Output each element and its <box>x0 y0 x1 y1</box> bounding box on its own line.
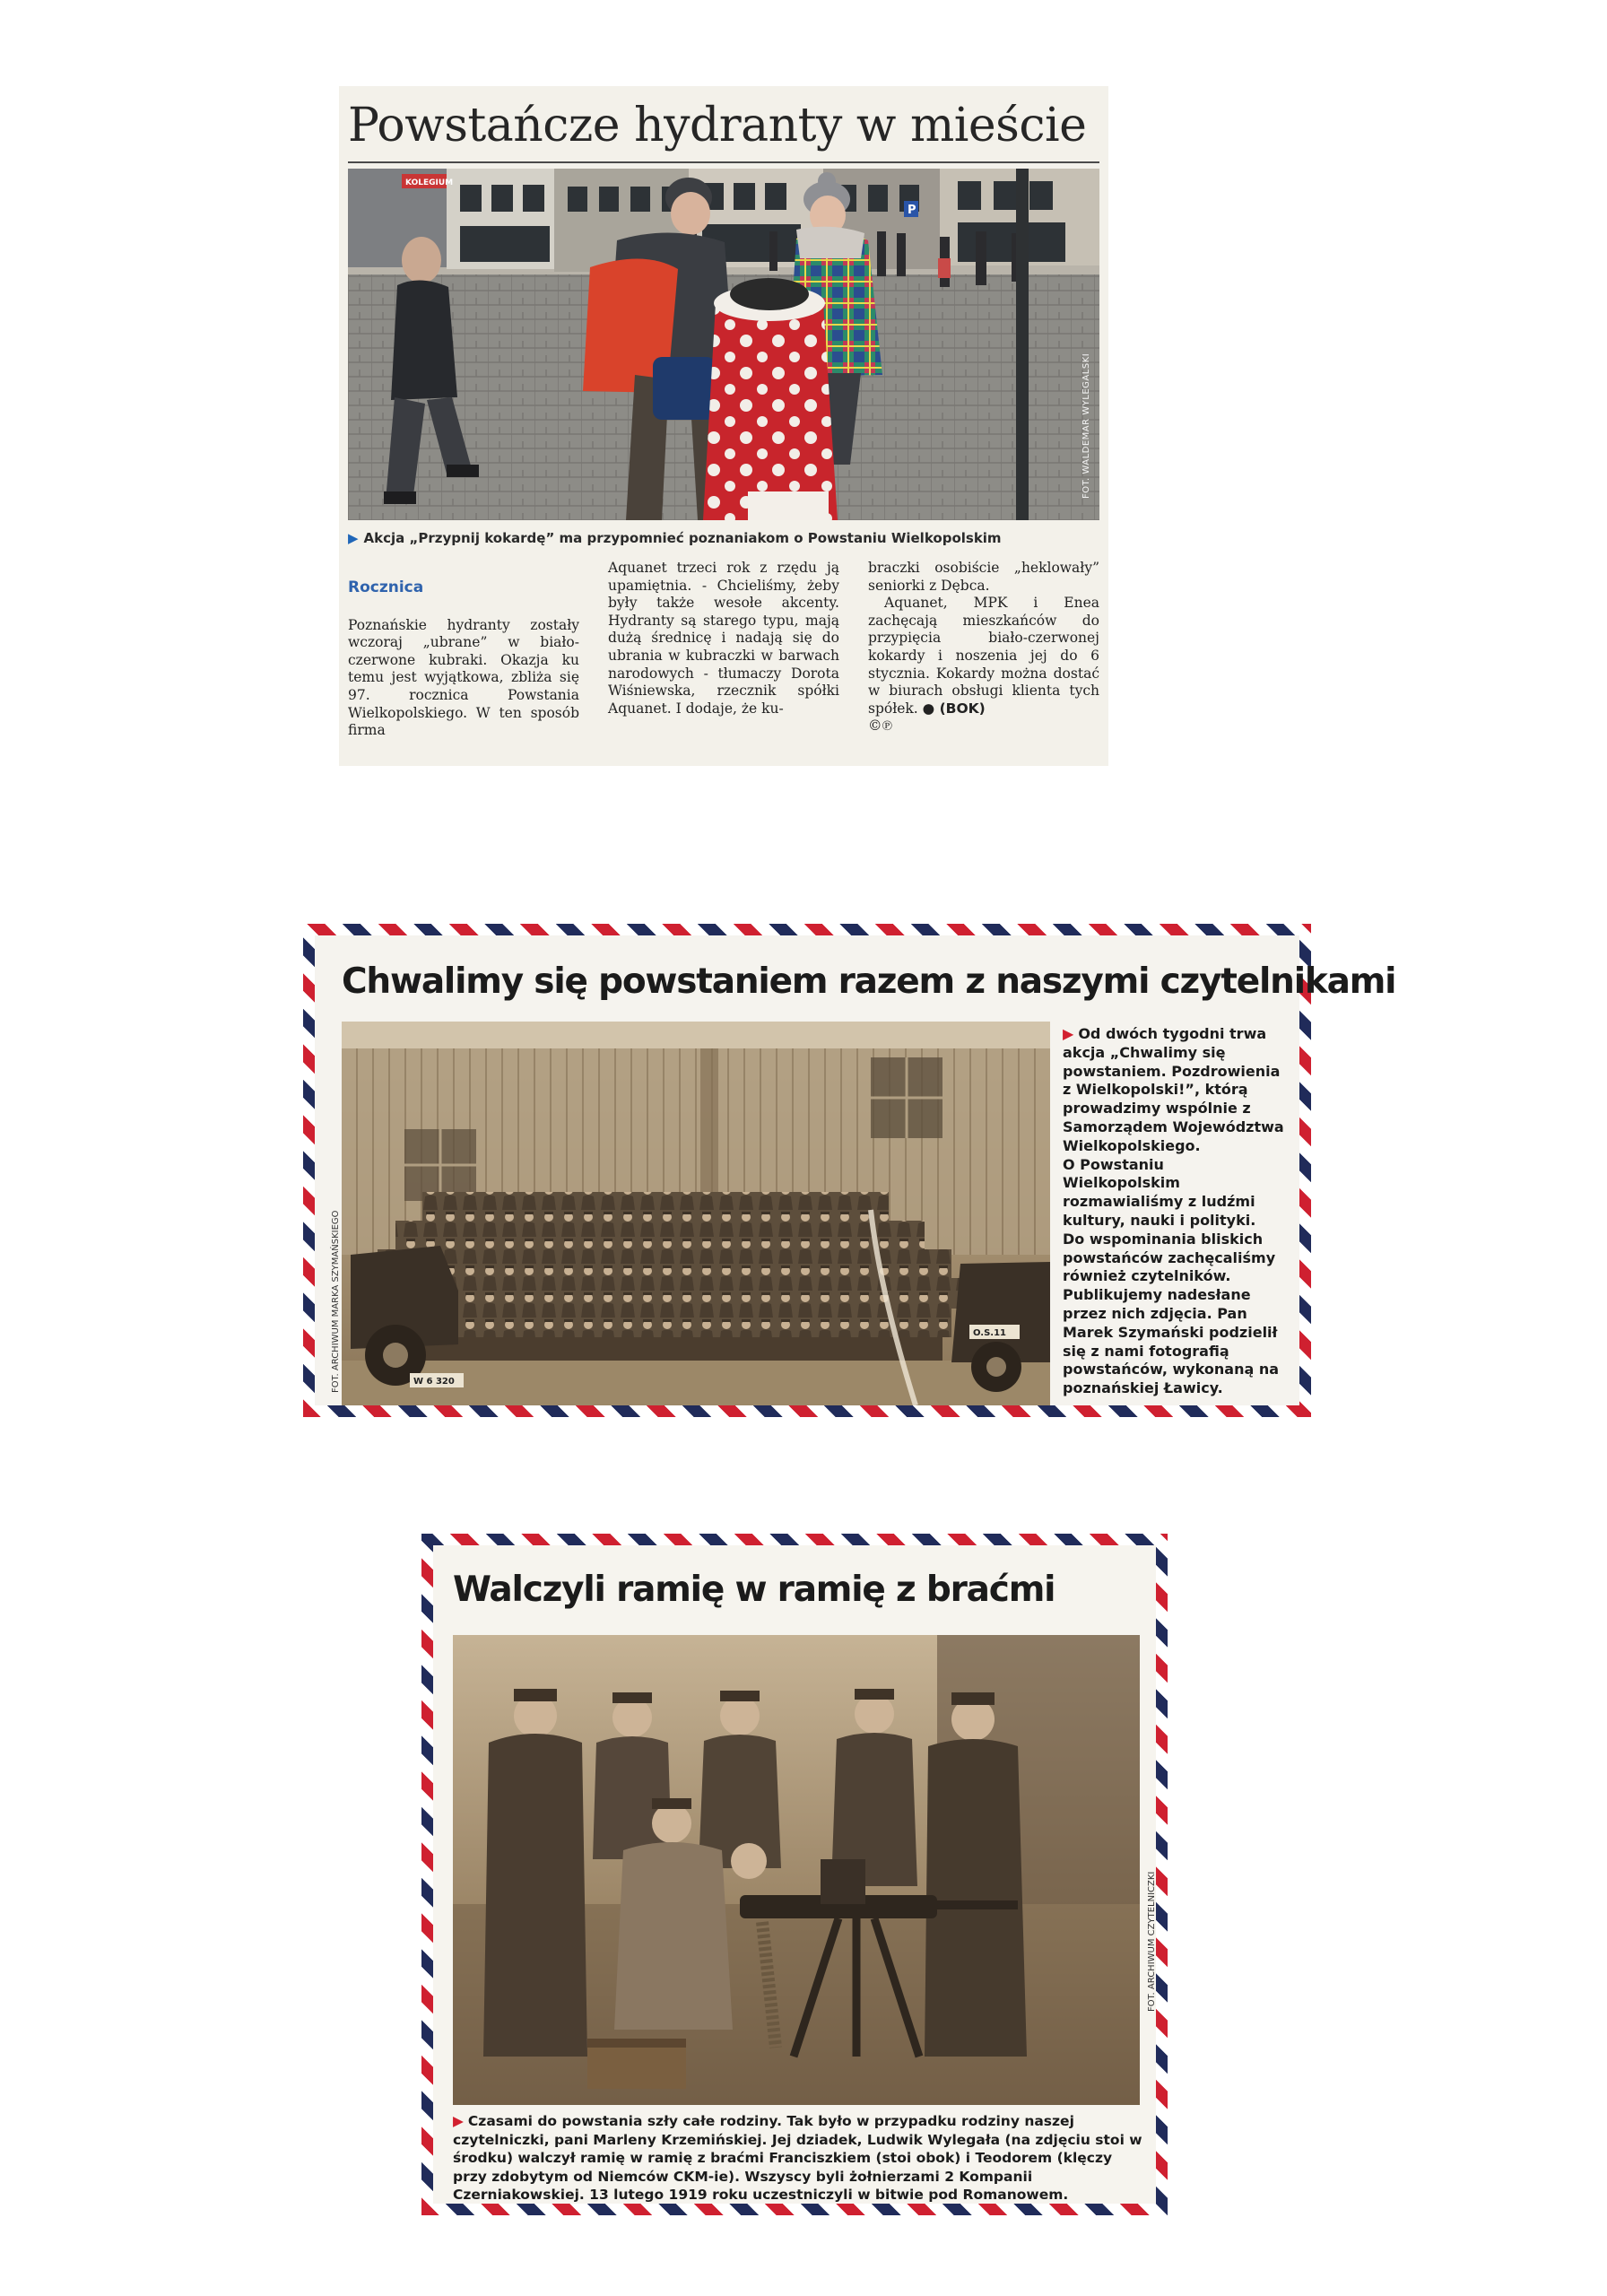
clipping-chwalimy: Chwalimy się powstaniem razem z naszymi czytelnikami W 6 320 O.S.11 FOT. ARCHIWUM MARKA SZYMAŃSKIEGO ▶ Od dwóch tygodni trwa akcja „Chwalimy się powstaniem. Pozdrowienia z Wielkopolski!”, którą prowadzimy wspólnie z Samorządem Województwa Wielkopolskiego. O Powstaniu Wielkopolskim rozmawialiśmy z ludźmi kultury, nauki i polityki. Do wspominania bliskich powstańców zachęcaliśmy również czytelników. Publikujemy nadesłane przez nich zdjęcia. Pan Marek Szymański podzielił się z nami fotografią powstańców, wykonaną na poznańskiej Ławicy. <box>303 924 1311 1417</box>
photo-caption <box>348 526 1099 551</box>
photo-caption <box>453 2112 1143 2205</box>
caption-body: Czasami do powstania szły całe rodziny. Tak było w przypadku rodziny naszej czytelniczki, pani Marleny Krzemińskiej. Jej dziadek, Ludwik Wylegała (na zdjęciu stoi w środku) walczył ramię w ramię z braćmi Franciszkiem (stoi obok) i Teodorem (klęczy przy zdobytym od Niemców CKM-ie). Wszyscy byli żołnierzami 2 Kompanii Czerniakowskiej. 13 lutego 1919 roku uczestniczyli w bitwie pod Romanowem. <box>453 2113 1142 2204</box>
parking-sign: P <box>908 204 916 217</box>
paragraph-text: Aquanet, MPK i Enea zachęcają mieszkańców do przypięcia biało-czerwonej kokardy i noszenia jej do 6 stycznia. Kokardy można dostać w biurach obsługi klienta tych spółek. <box>868 595 1099 717</box>
lead-triangle-icon: ▶ <box>1063 1025 1074 1042</box>
headline: Chwalimy się powstaniem razem z naszymi czytelnikami <box>342 961 1396 1002</box>
caption-triangle-icon: ▶ <box>348 530 359 546</box>
shop-sign: KOLEGIUM <box>405 178 454 187</box>
column-3 <box>868 560 1099 735</box>
paragraph: Aquanet trzeci rok z rzędu ją upamiętnia. - Chcieliśmy, żeby były także wesołe akcenty. Hydranty są starego typu, mają dużą średnicę i nadają się do ubrania w kubraczki w barwach narodowych - tłumaczy Dorota Wiśniewska, rzecznik spółki Aquanet. I dodaje, że ku- <box>608 560 839 717</box>
paragraph: Poznańskie hydranty zostały wczoraj „ubrane” w biało-czerwone kubraki. Okazja ku temu jest wyjątkowa, zbliża się 97. rocznica Powstania Wielkopolskiego. W ten sposób firma <box>348 616 579 739</box>
paragraph: Do wspominania bliskich powstańców zachęcaliśmy również czytelników. Publikujemy nadesłane przez nich zdjęcia. Pan Marek Szymański podzielił się z nami fotografią powstańców, wykonaną na poznańskiej Ławicy. <box>1063 1230 1280 1397</box>
photo-street-hydrant <box>348 169 1099 520</box>
headline-rule <box>348 161 1099 163</box>
clipping-hydranty <box>339 86 1108 766</box>
article-body <box>348 560 1099 759</box>
section-label: Rocznica <box>348 578 424 596</box>
photo-soldiers-machine-gun <box>453 1635 1140 2105</box>
paragraph-tail <box>868 595 1099 718</box>
paragraph: O Powstaniu Wielkopolskim rozmawialiśmy z ludźmi kultury, nauki i polityki. <box>1063 1155 1256 1229</box>
caption-text: Akcja „Przypnij kokardę” ma przypomnieć poznaniakom o Powstaniu Wielkopolskim <box>363 530 1002 546</box>
paragraph: braczki osobiście „heklowały” seniorki z Dębca. <box>868 560 1099 594</box>
caption-text <box>453 2112 1143 2205</box>
headline: Walczyli ramię w ramię z braćmi <box>453 1570 1055 1610</box>
lead <box>1063 1025 1285 1156</box>
signature: ● (BOK) <box>922 700 986 717</box>
license-plate-left: W 6 320 <box>413 1377 455 1387</box>
sidebar-text <box>1063 1025 1285 1398</box>
license-plate-right: O.S.11 <box>973 1328 1006 1338</box>
lead-text: Od dwóch tygodni trwa akcja „Chwalimy się powstaniem. Pozdrowienia z Wielkopolski!”, którą prowadzimy wspólnie z Samorządem Województwa Wielkopolskiego. <box>1063 1025 1284 1154</box>
photo-group-insurgents <box>342 1022 1050 1405</box>
clipping-walczyli: Walczyli ramię w ramię z braćmi FOT. ARCHIWUM CZYTELNICZKI ▶ Czasami do powstania szły całe rodziny. Tak było w przypadku rodziny naszej czytelniczki, pani Marleny Krzemińskiej. Jej dziadek, Ludwik Wylegała (na zdjęciu stoi w środku) walczył ramię w ramię z braćmi Franciszkiem (stoi obok) i Teodorem (klęczy przy zdobytym od Niemców CKM-ie). Wszyscy byli żołnierzami 2 Kompanii Czerniakowskiej. 13 lutego 1919 roku uczestniczyli w bitwie pod Romanowem. <box>421 1534 1168 2215</box>
column-2 <box>608 560 839 718</box>
copyright: ©℗ <box>868 718 893 735</box>
headline: Powstańcze hydranty w mieście <box>348 99 1087 152</box>
caption-triangle-icon: ▶ <box>453 2113 464 2129</box>
column-1 <box>348 560 579 740</box>
